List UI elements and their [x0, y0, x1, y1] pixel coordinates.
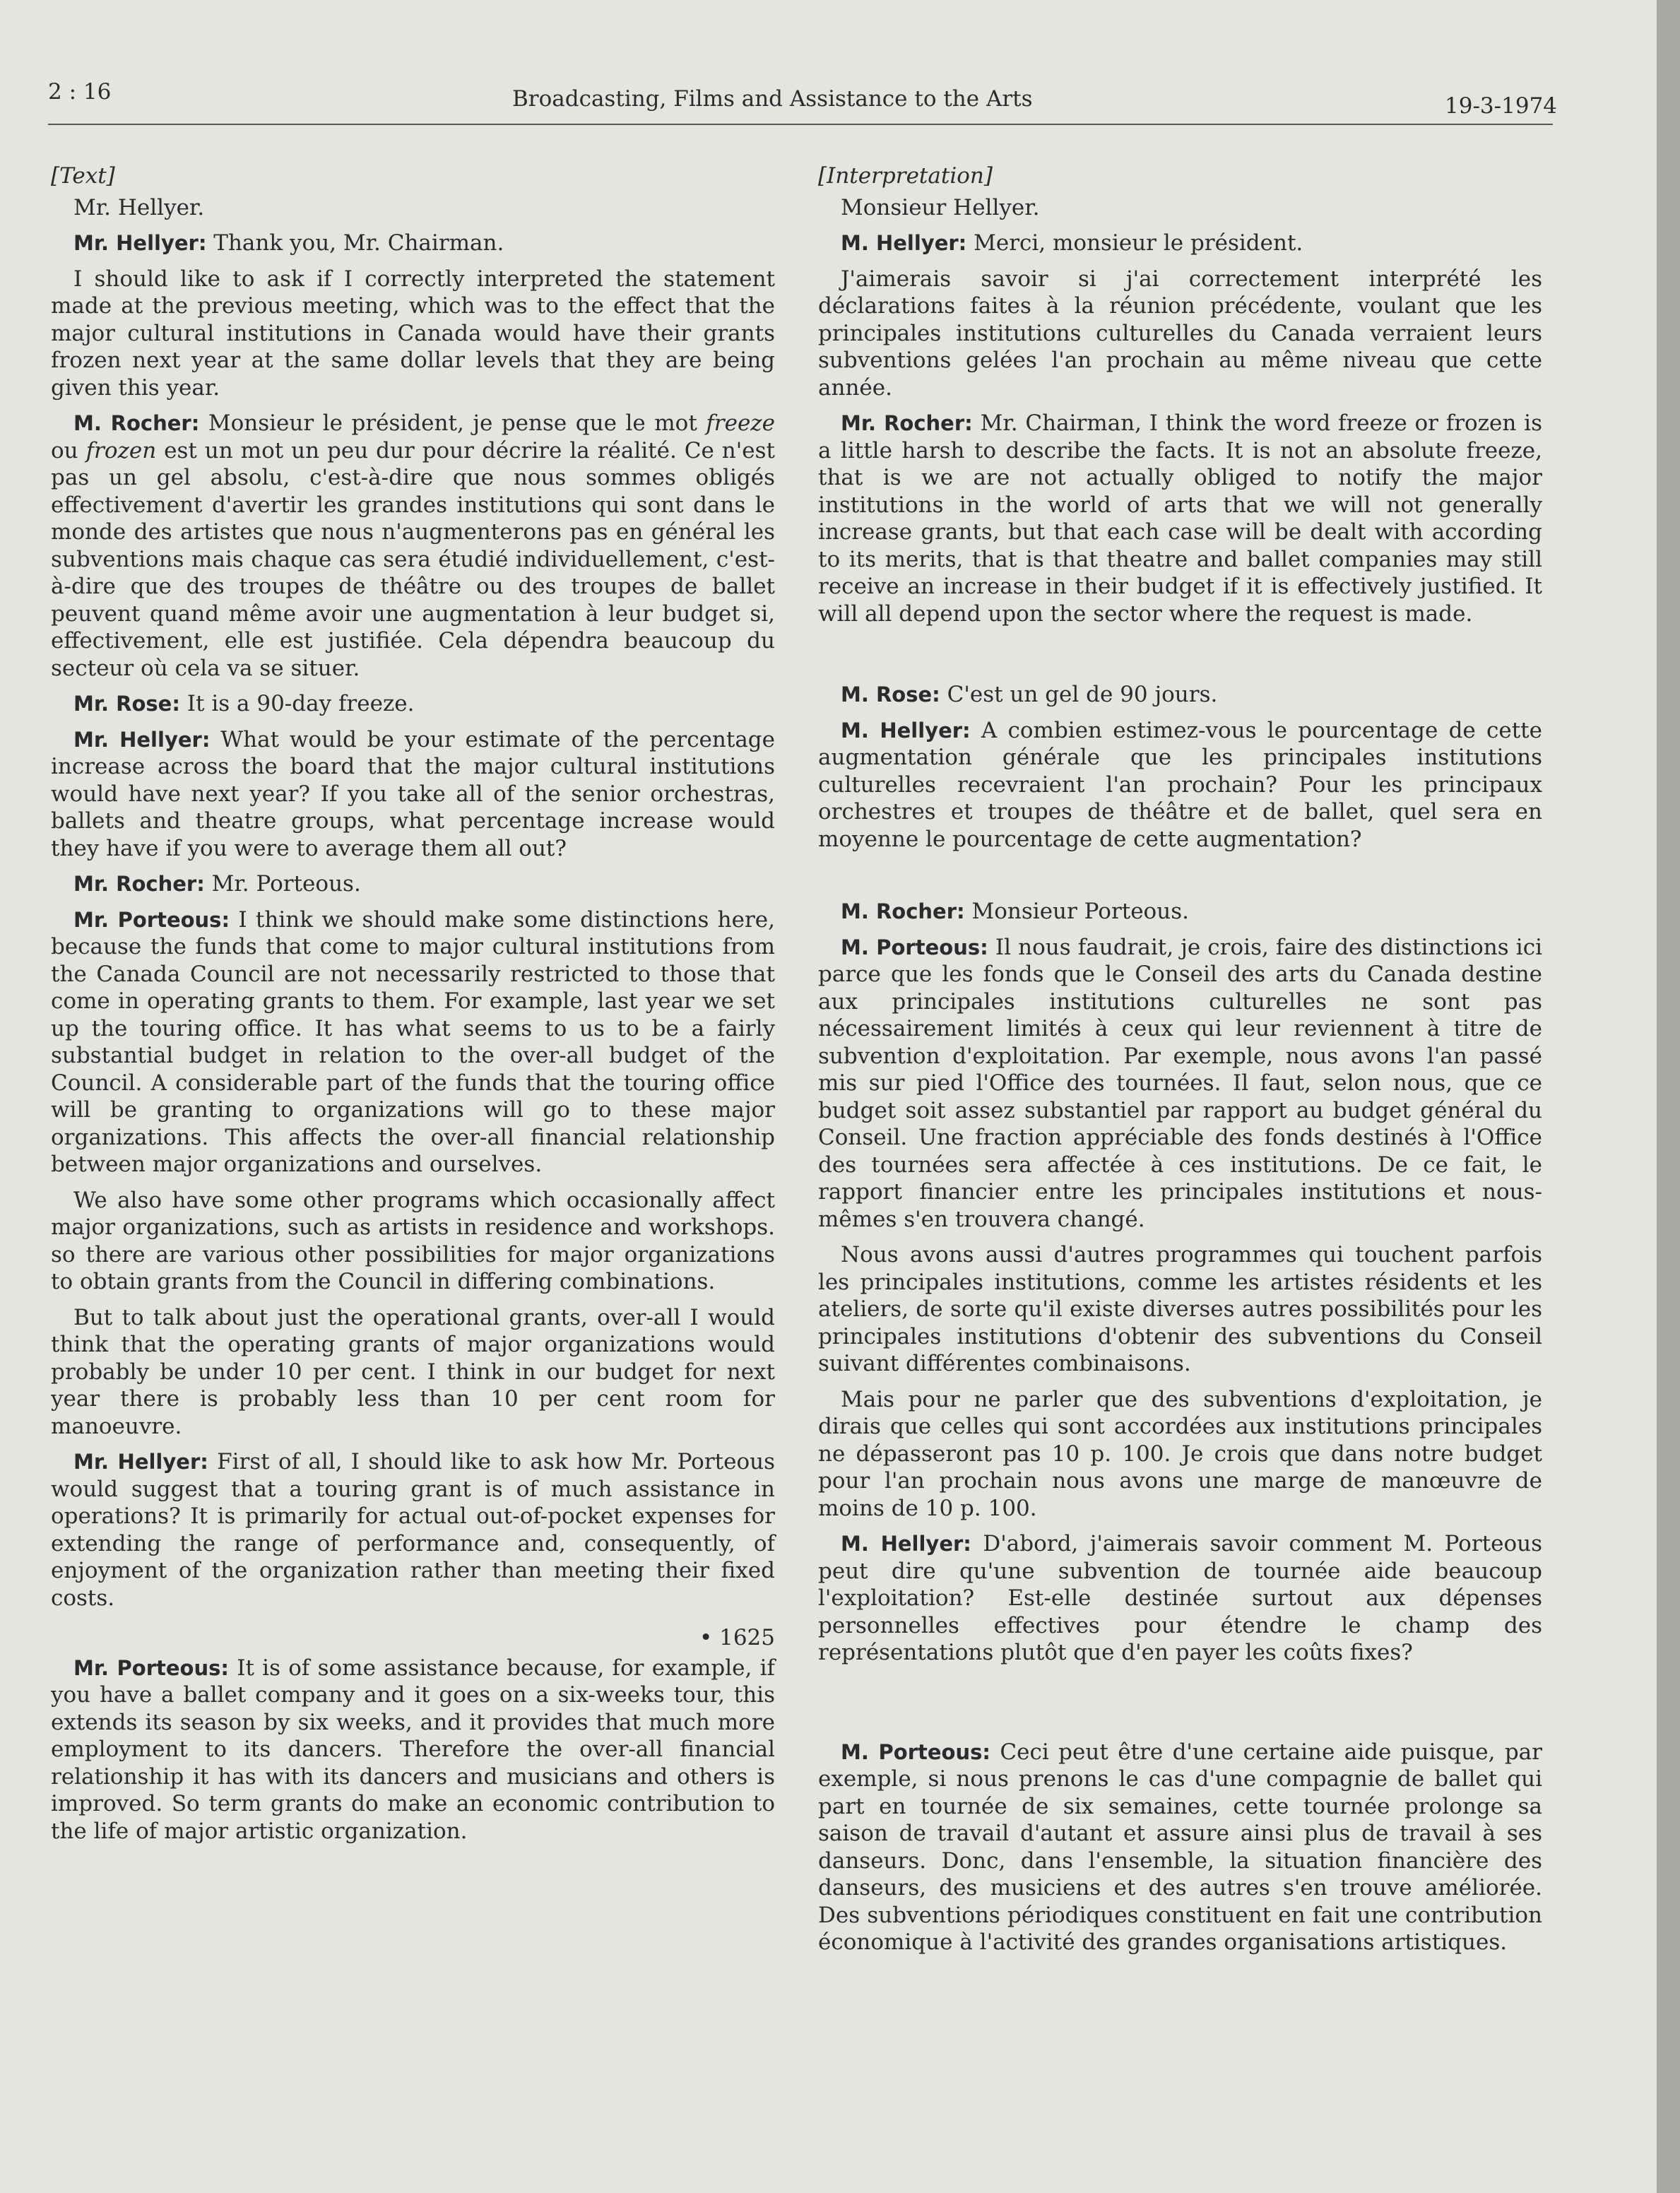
speaker-name: Mr. Hellyer: — [73, 727, 211, 752]
speaker-name: Mr. Rose: — [73, 692, 180, 716]
paragraph: M. Rocher: Monsieur le président, je pense que le mot freeze ou frozen est un mot un peu dur pour décrire la réalité. Ce n'est pas un gel absolu, c'est-à-dire que nous sommes obligés effectivement d'avertir les grandes institutions qui sont dans le monde des artistes que nous n'augmenterons pas en général les subventions mais chaque cas sera étudié individuellement, c'est-à-dire que des troupes de théâtre ou des troupes de ballet peuvent quand même avoir une augmentation à leur budget si, effectivement, elle est justifiée. Cela dépendra beaucoup du secteur où cela va se situer. — [51, 410, 775, 681]
running-title: Broadcasting, Films and Assistance to the Arts — [512, 86, 1033, 112]
paragraph: We also have some other programs which occasionally affect major organizations, such as artists in residence and workshops. so there are various other possibilities for major organizations to obtain grants from the Council in differing combinations. — [51, 1187, 775, 1294]
speaker-name: Mr. Rocher: — [73, 872, 205, 896]
spacer — [818, 636, 1542, 681]
paragraph: Monsieur Hellyer. — [841, 194, 1040, 220]
speaker-name: M. Hellyer: — [841, 718, 971, 743]
speaker-name: M. Rocher: — [841, 899, 965, 923]
header-rule — [48, 124, 1553, 125]
speaker-name: M. Hellyer: — [841, 1532, 971, 1556]
speaker-name: M. Porteous: — [841, 1739, 990, 1764]
speaker-name: M. Hellyer: — [841, 231, 967, 255]
section-label: [Text] — [51, 163, 115, 189]
paragraph: But to talk about just the operational grants, over-all I would think that the operating grants of major organizations would probably be under 10 per cent. I think in our budget for next year there is probably less than 10 per cent room for manoeuvre. — [51, 1304, 775, 1439]
paragraph: M. Hellyer: A combien estimez-vous le pourcentage de cette augmentation générale que les principales institutions culturelles recevraient l'an prochain? Pour les principaux orchestres et troupes de théâtre et de ballet, quel sera en moyenne le pourcentage de cette augmentation? — [818, 717, 1542, 852]
paragraph: Mr. Hellyer. — [73, 194, 205, 220]
speaker-name: M. Rocher: — [73, 411, 200, 435]
paragraph: M. Rose: C'est un gel de 90 jours. — [841, 682, 1218, 707]
french-column — [818, 162, 1542, 1965]
paragraph: M. Hellyer: D'abord, j'aimerais savoir comment M. Porteous peut dire qu'une subvention de tournée aide beaucoup l'exploitation? Est-elle destinée surtout aux dépenses personnelles effectives pour étendre le champ des représentations plutôt que d'en payer les coûts fixes? — [818, 1531, 1543, 1665]
paragraph: Mr. Hellyer: Thank you, Mr. Chairman. — [73, 230, 504, 256]
paragraph: M. Rocher: Monsieur Porteous. — [841, 899, 1189, 924]
time-marker: • 1625 — [699, 1625, 775, 1650]
paragraph: M. Porteous: Il nous faudrait, je crois, faire des distinctions ici parce que les fonds que le Conseil des arts du Canada destine aux principales institutions culturelles ne sont pas nécessairement limités à ceux qui leur reviennent à titre de subvention d'exploitation. Par exemple, nous avons l'an passé mis sur pied l'Office des tournées. Il faut, selon nous, que ce budget soit assez substantiel par rapport au budget général du Conseil. Une fraction appréciable des fonds destinés à l'Office des tournées sera affectée à ces institutions. De ce fait, le rapport financier entre les principales institutions et nous-mêmes s'en trouvera changé. — [818, 934, 1542, 1232]
paragraph: J'aimerais savoir si j'ai correctement interprété les déclarations faites à la réunion précédente, voulant que les principales institutions culturelles du Canada verraient leurs subventions gelées l'an prochain au même niveau que cette année. — [818, 266, 1542, 401]
speaker-name: Mr. Porteous: — [73, 907, 230, 932]
speaker-name: Mr. Rocher: — [841, 411, 973, 435]
paragraph: Mr. Rocher: Mr. Porteous. — [73, 871, 361, 897]
paragraph: Mr. Hellyer: What would be your estimate of the percentage increase across the board that the major cultural institutions would have next year? If you take all of the senior orchestras, ballets and theatre groups, what percentage increase would they have if you were to average them all out? — [51, 726, 775, 861]
speaker-name: Mr. Hellyer: — [73, 1450, 208, 1474]
english-column — [51, 162, 775, 1853]
page-date: 19-3-1974 — [1445, 93, 1558, 119]
paragraph: Mr. Hellyer: First of all, I should like to ask how Mr. Porteous would suggest that a touring grant is of much assistance in operations? It is primarily for actual out-of-pocket expenses for extending the range of performance and, consequently, of enjoyment of the organization rather than meeting their fixed costs. — [51, 1449, 775, 1611]
paragraph: M. Hellyer: Merci, monsieur le président. — [841, 230, 1303, 256]
paragraph: Mr. Porteous: I think we should make some distinctions here, because the funds that come to major cultural institutions from the Canada Council are not necessarily restricted to those that come in operating grants to them. For example, last year we set up the touring office. It has what seems to us to be a fairly substantial budget in relation to the over-all budget of the Council. A considerable part of the funds that the touring office will be granting to organizations will go to these major organizations. This affects the over-all financial relationship between major organizations and ourselves. — [51, 906, 776, 1177]
page-edge — [1657, 0, 1680, 2193]
paragraph: Mais pour ne parler que des subventions d'exploitation, je dirais que celles qui sont accordées aux institutions principales ne dépasseront pas 10 p. 100. Je crois que dans notre budget pour l'an prochain nous avons une marge de manœuvre de moins de 10 p. 100. — [818, 1386, 1542, 1521]
speaker-name: Mr. Hellyer: — [73, 231, 207, 255]
paragraph: M. Porteous: Ceci peut être d'une certaine aide puisque, par exemple, si nous prenons le cas d'une compagnie de ballet qui part en tournée de six semaines, cette tournée prolonge sa saison de travail d'autant et assure ainsi plus de travail à ses danseurs. Donc, dans l'ensemble, la situation financière des danseurs, des musiciens et des autres s'en trouve améliorée. Des subventions périodiques constituent en fait une contribution économique à l'activité des grandes organisations artistiques. — [818, 1739, 1542, 1955]
paragraph: I should like to ask if I correctly interpreted the statement made at the previous meeting, which was to the effect that the major cultural institutions in Canada would have their grants frozen next year at the same dollar levels that they are being given this year. — [51, 266, 775, 401]
paragraph: Mr. Porteous: It is of some assistance because, for example, if you have a ballet company and it goes on a six-weeks tour, this extends its season by six weeks, and it provides that much more employment to its dancers. Therefore the over-all financial relationship it has with its dancers and musicians and others is improved. So term grants do make an economic contribution to the life of major artistic organization. — [51, 1655, 775, 1844]
paragraph: Nous avons aussi d'autres programmes qui touchent parfois les principales institutions, comme les artistes résidents et les ateliers, de sorte qu'il existe diverses autres possibilités pour les principales institutions d'obtenir des subventions du Conseil suivant différentes combinaisons. — [818, 1242, 1542, 1376]
spacer — [818, 861, 1542, 898]
speaker-name: M. Rose: — [841, 682, 940, 707]
paragraph: Mr. Rose: It is a 90-day freeze. — [73, 691, 415, 716]
section-label: [Interpretation] — [818, 163, 993, 189]
paragraph: Mr. Rocher: Mr. Chairman, I think the word freeze or frozen is a little harsh to describe the facts. It is not an absolute freeze, that is we are not actually obliged to notify the major institutions in the world of arts that we will not generally increase grants, but that each case will be dealt with according to its merits, that is that theatre and ballet companies may still receive an increase in their budget if it is effectively justified. It will all depend upon the sector where the request is made. — [818, 410, 1543, 627]
speaker-name: Mr. Porteous: — [73, 1655, 229, 1680]
page-number: 2 : 16 — [48, 79, 112, 105]
speaker-name: M. Porteous: — [841, 935, 988, 959]
spacer — [818, 1675, 1542, 1739]
